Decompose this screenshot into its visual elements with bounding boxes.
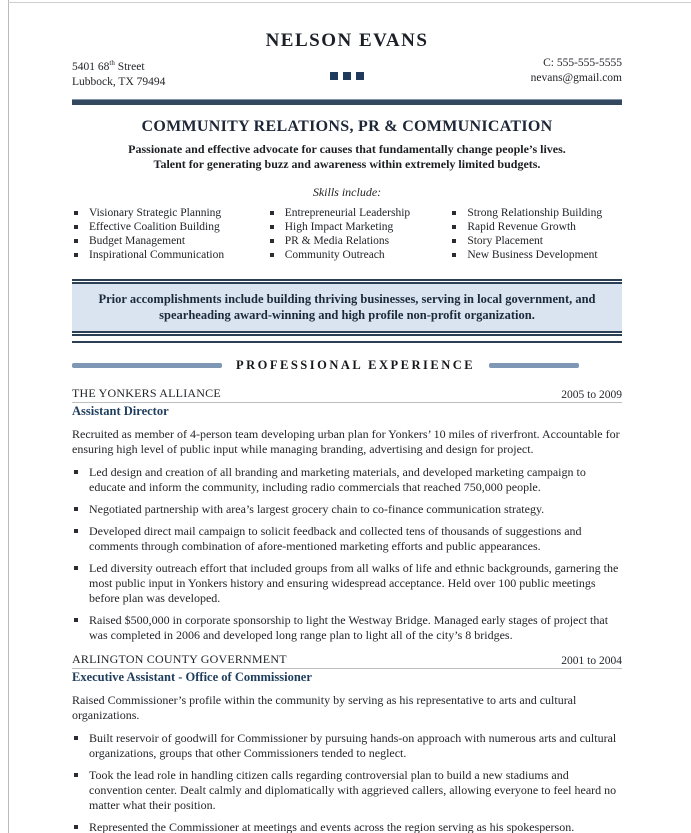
- square-bullet-icon: [74, 507, 78, 511]
- experience-section-header: [72, 358, 622, 373]
- square-bullet-icon: [74, 470, 78, 474]
- square-bullet-icon: [452, 253, 456, 257]
- skills-heading: Skills include:: [312, 184, 382, 199]
- job-block-yonkers: [72, 386, 622, 643]
- job-dates: 2005 to 2009: [561, 388, 622, 401]
- skill-label: High Impact Marketing: [284, 220, 394, 233]
- page-left-edge-line: [8, 0, 9, 833]
- phone-number: C: 555-555-5555: [543, 57, 622, 69]
- square-icon: [343, 72, 351, 80]
- skill-label: Visionary Strategic Planning: [89, 206, 222, 219]
- bullet-list: [72, 465, 622, 643]
- job-summary: Raised Commissioner’s profile within the community by serving as his representative to arts and cultural organizations.: [72, 692, 577, 722]
- address-block: [72, 56, 257, 90]
- bullet-item: [72, 524, 622, 554]
- skills-grid: [72, 206, 622, 262]
- bullet-text: Negotiated partnership with area’s largest grocery chain to co-finance communication strategy.: [89, 501, 545, 516]
- bullet-item: [72, 731, 622, 761]
- square-bullet-icon: [452, 239, 456, 243]
- section-bar-left: [72, 363, 222, 368]
- skill-label: New Business Development: [467, 248, 598, 261]
- job-title: Executive Assistant - Office of Commissioner: [72, 669, 312, 684]
- contact-block: [437, 56, 622, 90]
- email-address: nevans@gmail.com: [530, 72, 622, 84]
- contact-header-row: [72, 56, 622, 90]
- square-bullet-icon: [74, 253, 78, 257]
- accomplishments-text: Prior accomplishments include building thriving businesses, serving in local government, and spearheading award-winning and high profile non-profit organization.: [72, 282, 622, 333]
- skill-label: Story Placement: [467, 234, 544, 247]
- section-bar-right: [489, 363, 579, 368]
- candidate-name: NELSON EVANS: [265, 30, 429, 51]
- square-bullet-icon: [270, 211, 274, 215]
- skill-label: Community Outreach: [284, 248, 385, 261]
- square-bullet-icon: [452, 225, 456, 229]
- square-bullet-icon: [74, 825, 78, 829]
- job-dates: 2001 to 2004: [561, 654, 622, 667]
- address-line-2: Lubbock, TX 79494: [72, 75, 166, 88]
- resume-content: [72, 0, 622, 833]
- square-bullet-icon: [74, 566, 78, 570]
- square-bullet-icon: [74, 529, 78, 533]
- skill-item: [72, 220, 244, 234]
- skill-item: [450, 234, 622, 248]
- skill-label: PR & Media Relations: [284, 234, 390, 247]
- bullet-item: [72, 613, 622, 643]
- bullet-text: Led design and creation of all branding and marketing materials, and developed marketing campaign to educate and inform the community, including radio commercials that reached 750,000 people.: [89, 464, 586, 494]
- square-bullet-icon: [74, 225, 78, 229]
- skill-item: [72, 248, 244, 262]
- skill-item: [268, 234, 427, 248]
- skill-label: Budget Management: [89, 234, 186, 247]
- job-title: Assistant Director: [72, 403, 169, 418]
- job-summary: Recruited as member of 4-person team developing urban plan for Yonkers’ 10 miles of riverfront. Accountable for ensuring high level of public input while managing branding, advertising and design for project.: [72, 426, 620, 456]
- square-bullet-icon: [74, 736, 78, 740]
- bullet-item: [72, 502, 622, 517]
- square-bullet-icon: [270, 253, 274, 257]
- bullet-item: [72, 820, 622, 833]
- skill-label: Effective Coalition Building: [89, 220, 220, 233]
- company-row: [72, 386, 622, 403]
- skill-item: [450, 220, 622, 234]
- bullet-text: Raised $500,000 in corporate sponsorship to light the Westway Bridge. Managed early stages of project that was completed in 2006 and developed long range plan to light all of the city’s 8 bridges.: [89, 612, 609, 642]
- resume-headline: COMMUNITY RELATIONS, PR & COMMUNICATION: [141, 117, 553, 135]
- square-bullet-icon: [74, 618, 78, 622]
- bullet-text: Built reservoir of goodwill for Commissioner by pursuing hands-on approach with numerous arts and cultural organizations, groups that other Commissioners tended to neglect.: [89, 730, 617, 760]
- skill-label: Rapid Revenue Growth: [467, 220, 576, 233]
- tagline-line-1: Passionate and effective advocate for causes that fundamentally change people’s lives.: [128, 141, 566, 156]
- skills-column-1: [72, 206, 244, 262]
- skill-item: [268, 248, 427, 262]
- header-divider-rule: [72, 99, 622, 105]
- section-title: PROFESSIONAL EXPERIENCE: [236, 357, 476, 372]
- bullet-item: [72, 465, 622, 495]
- skill-item: [268, 220, 427, 234]
- square-bullet-icon: [452, 211, 456, 215]
- square-icon: [330, 72, 338, 80]
- company-name: THE YONKERS ALLIANCE: [72, 385, 221, 400]
- skill-item: [72, 234, 244, 248]
- skill-label: Entrepreneurial Leadership: [284, 206, 411, 219]
- bullet-text: Developed direct mail campaign to solicit feedback and collected tens of thousands of suggestions and comments through combination of afore-mentioned marketing efforts and public appearances.: [89, 523, 582, 553]
- bullet-text: Took the lead role in handling citizen calls regarding controversial plan to build a new stadiums and convention center. Dealt calmly and diplomatically with aggrieved callers, allowing everyone to feel heard no matter what their position.: [89, 767, 617, 812]
- square-bullet-icon: [74, 773, 78, 777]
- accomplishments-box: [72, 279, 622, 336]
- company-row: [72, 652, 622, 669]
- skill-item: [268, 206, 427, 220]
- skills-column-2: [268, 206, 427, 262]
- skill-label: Inspirational Communication: [89, 248, 225, 261]
- skill-item: [450, 206, 622, 220]
- job-block-arlington: [72, 652, 622, 833]
- bullet-item: [72, 768, 622, 813]
- tagline-line-2: Talent for generating buzz and awareness within extremely limited budgets.: [153, 156, 541, 171]
- bullet-text: Led diversity outreach effort that included groups from all walks of life and ethnic backgrounds, garnering the most public input in Yonkers history and ensuring widespread acceptance. Held over 100 public meetings before plan was developed.: [89, 560, 619, 605]
- square-bullet-icon: [270, 225, 274, 229]
- bullet-item: [72, 561, 622, 606]
- skill-label: Strong Relationship Building: [467, 206, 603, 219]
- bullet-list: [72, 731, 622, 833]
- tagline: [72, 142, 622, 172]
- company-name: ARLINGTON COUNTY GOVERNMENT: [72, 651, 287, 666]
- square-bullet-icon: [74, 239, 78, 243]
- square-bullet-icon: [74, 211, 78, 215]
- accomplishments-underline-rule: [72, 341, 622, 343]
- bullet-text: Represented the Commissioner at meetings and events across the region serving as his spokesperson.: [89, 819, 575, 833]
- skill-item: [450, 248, 622, 262]
- skills-column-3: [450, 206, 622, 262]
- address-line-1: 5401 68th Street: [72, 59, 145, 73]
- square-icon: [356, 72, 364, 80]
- square-bullet-icon: [270, 239, 274, 243]
- separator-squares-icon: [330, 72, 364, 80]
- skill-item: [72, 206, 244, 220]
